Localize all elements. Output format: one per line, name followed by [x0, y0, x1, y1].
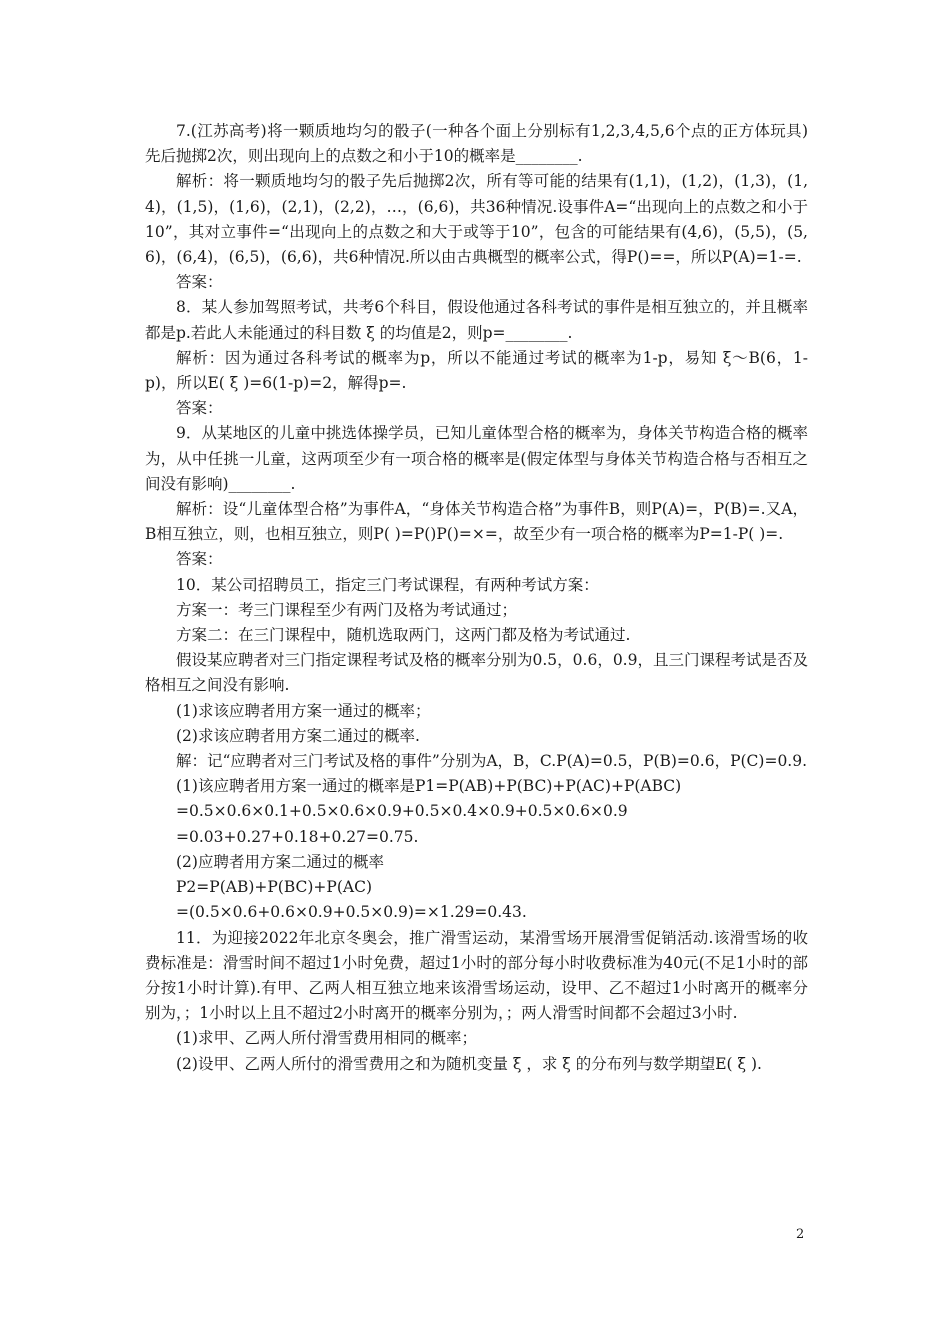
question-10-solution-1-step: =0.5×0.6×0.1+0.5×0.6×0.9+0.5×0.4×0.9+0.5×0.6×0.9 [176, 802, 628, 821]
question-10-part-1: (1)求该应聘者用方案一通过的概率； [176, 701, 431, 720]
question-11-part-2: (2)设甲、乙两人所付的滑雪费用之和为随机变量 ξ ，求 ξ 的分布列与数学期望E( ξ ). [176, 1054, 762, 1073]
question-9-answer: 答案： [176, 550, 223, 569]
question-9-solution: 解析：设“儿童体型合格”为事件A，“身体关节构造合格”为事件B，则P(A)=，P(B)=.又A，B相互独立，则，也相互独立，则P( )=P()P()=×=，故至少有一项合格的概率为P=1-P( )=. [145, 500, 808, 544]
question-10-text: 10．某公司招聘员工，指定三门考试课程，有两种考试方案： [176, 575, 599, 594]
question-10-solution-1: (1)该应聘者用方案一通过的概率是P1=P(AB)+P(BC)+P(AC)+P(ABC) [176, 777, 682, 796]
question-8-text: 8．某人参加驾照考试，共考6个科目，假设他通过各科考试的事件是相互独立的，并且概率都是p.若此人未能通过的科目数 ξ 的均值是2，则p=________. [145, 298, 808, 342]
question-10-assumption: 假设某应聘者对三门指定课程考试及格的概率分别为0.5，0.6，0.9，且三门课程考试是否及格相互之间没有影响. [145, 651, 808, 695]
question-8-answer: 答案： [176, 399, 223, 418]
document-body [145, 119, 808, 1077]
question-7-answer: 答案： [176, 273, 223, 292]
page-number: 2 [796, 1227, 805, 1242]
question-11-text: 11．为迎接2022年北京冬奥会，推广滑雪运动，某滑雪场开展滑雪促销活动.该滑雪场的收费标准是：滑雪时间不超过1小时免费，超过1小时的部分每小时收费标准为40元(不足1小时的部分按1小时计算).有甲、乙两人相互独立地来该滑雪场运动，设甲、乙不超过1小时离开的概率分别为，；1小时以上且不超过2小时离开的概率分别为，；两人滑雪时间都不会超过3小时. [145, 928, 808, 1023]
question-10-plan-two: 方案二：在三门课程中，随机选取两门，这两门都及格为考试通过. [176, 626, 631, 645]
question-7-solution: 解析：将一颗质地均匀的骰子先后抛掷2次，所有等可能的结果有(1,1)，(1,2)，(1,3)，(1,4)，(1,5)，(1,6)，(2,1)，(2,2)，…，(6,6)，共36种情况.设事件A=“出现向上的点数之和小于10”，其对立事件=“出现向上的点数之和大于或等于10”，包含的可能结果有(4,6)，(5,5)，(5,6)，(6,4)，(6,5)，(6,6)，共6种情况.所以由古典概型的概率公式，得P()==，所以P(A)=1-=. [145, 172, 808, 267]
question-7-text: 7.(江苏高考)将一颗质地均匀的骰子(一种各个面上分别标有1,2,3,4,5,6个点的正方体玩具)先后抛掷2次，则出现向上的点数之和小于10的概率是________. [145, 122, 808, 166]
question-10-solution-2: (2)应聘者用方案二通过的概率 [176, 852, 384, 871]
question-10-solution: 解：记“应聘者对三门考试及格的事件”分别为A，B，C.P(A)=0.5，P(B)=0.6，P(C)=0.9. [176, 752, 808, 771]
question-10-plan-one: 方案一：考三门课程至少有两门及格为考试通过； [176, 600, 518, 619]
question-10-solution-1-result: =0.03+0.27+0.18+0.27=0.75. [176, 827, 419, 846]
question-10-part-2: (2)求该应聘者用方案二通过的概率. [176, 726, 420, 745]
question-10-solution-2-formula: P2=P(AB)+P(BC)+P(AC) [176, 878, 372, 897]
question-8-solution: 解析：因为通过各科考试的概率为p，所以不能通过考试的概率为1-p，易知 ξ～B(6，1-p)，所以E( ξ )=6(1-p)=2，解得p=. [145, 348, 808, 393]
question-11-part-1: (1)求甲、乙两人所付滑雪费用相同的概率； [176, 1029, 477, 1048]
question-9-text: 9．从某地区的儿童中挑选体操学员，已知儿童体型合格的概率为，身体关节构造合格的概率为，从中任挑一儿童，这两项至少有一项合格的概率是(假定体型与身体关节构造合格与否相互之间没有影响)________. [145, 424, 808, 493]
question-10-solution-2-result: =(0.5×0.6+0.6×0.9+0.5×0.9)=×1.29=0.43. [176, 903, 527, 922]
